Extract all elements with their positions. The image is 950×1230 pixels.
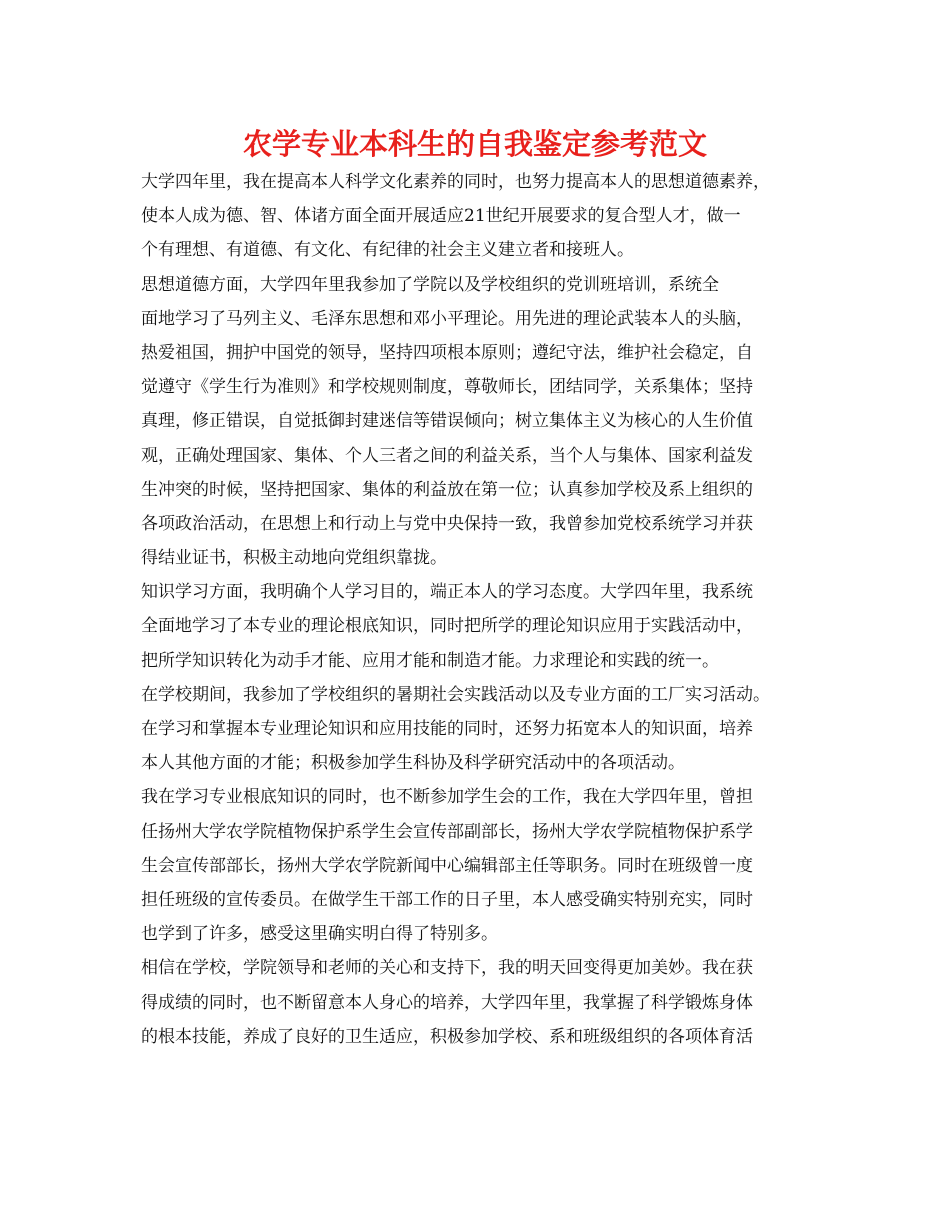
body-line: 在学校期间，我参加了学校组织的暑期社会实践活动以及专业方面的工厂实习活动。 [141, 684, 770, 705]
body-line: 得成绩的同时，也不断留意本人身心的培养，大学四年里，我掌握了科学锻炼身体 [141, 992, 753, 1013]
body-line: 全面地学习了本专业的理论根底知识，同时把所学的理论知识应用于实践活动中， [141, 616, 753, 637]
body-line: 把所学知识转化为动手才能、应用才能和制造才能。力求理论和实践的统一。 [141, 650, 719, 671]
body-line: 真理，修正错误，自觉抵御封建迷信等错误倾向；树立集体主义为核心的人生价值 [141, 411, 753, 432]
document-title: 农学专业本科生的自我鉴定参考范文 [242, 127, 707, 161]
body-line: 担任班级的宣传委员。在做学生干部工作的日子里，本人感受确实特别充实，同时 [141, 889, 753, 910]
body-line: 思想道德方面，大学四年里我参加了学院以及学校组织的党训班培训，系统全 [141, 274, 719, 295]
document-body [141, 165, 831, 1054]
body-line: 观，正确处理国家、集体、个人三者之间的利益关系，当个人与集体、国家利益发 [141, 445, 753, 466]
body-line: 我在学习专业根底知识的同时，也不断参加学生会的工作，我在大学四年里，曾担 [141, 787, 753, 808]
body-line: 在学习和掌握本专业理论知识和应用技能的同时，还努力拓宽本人的知识面，培养 [141, 719, 753, 739]
body-line: 觉遵守《学生行为准则》和学校规则制度，尊敬师长，团结同学，关系集体；坚持 [141, 377, 753, 398]
body-line: 生冲突的时候，坚持把国家、集体的利益放在第一位；认真参加学校及系上组织的 [141, 479, 753, 500]
body-line: 各项政治活动，在思想上和行动上与党中央保持一致，我曾参加党校系统学习并获 [141, 513, 753, 534]
body-line: 知识学习方面，我明确个人学习目的，端正本人的学习态度。大学四年里，我系统 [141, 582, 753, 603]
body-line: 面地学习了马列主义、毛泽东思想和邓小平理论。用先进的理论武装本人的头脑， [141, 308, 753, 329]
body-line: 大学四年里，我在提高本人科学文化素养的同时，也努力提高本人的思想道德素养， [141, 172, 770, 192]
body-line: 得结业证书，积极主动地向党组织靠拢。 [141, 548, 447, 569]
body-line: 的根本技能，养成了良好的卫生适应，积极参加学校、系和班级组织的各项体育活 [141, 1026, 753, 1047]
body-line: 任扬州大学农学院植物保护系学生会宣传部副部长，扬州大学农学院植物保护系学 [141, 821, 753, 842]
body-line: 生会宣传部部长，扬州大学农学院新闻中心编辑部主任等职务。同时在班级曾一度 [141, 855, 753, 876]
body-line: 热爱祖国，拥护中国党的领导，坚持四项根本原则；遵纪守法，维护社会稳定，自 [141, 342, 753, 363]
body-line: 使本人成为德、智、体诸方面全面开展适应21世纪开展要求的复合型人才，做一 [141, 206, 741, 227]
body-line: 相信在学校，学院领导和老师的关心和支持下，我的明天回变得更加美妙。我在获 [141, 958, 753, 979]
body-line: 也学到了许多，感受这里确实明白得了特别多。 [141, 924, 498, 945]
body-line: 本人其他方面的才能；积极参加学生科协及科学研究活动中的各项活动。 [141, 753, 685, 774]
body-line: 个有理想、有道德、有文化、有纪律的社会主义建立者和接班人。 [141, 240, 634, 261]
